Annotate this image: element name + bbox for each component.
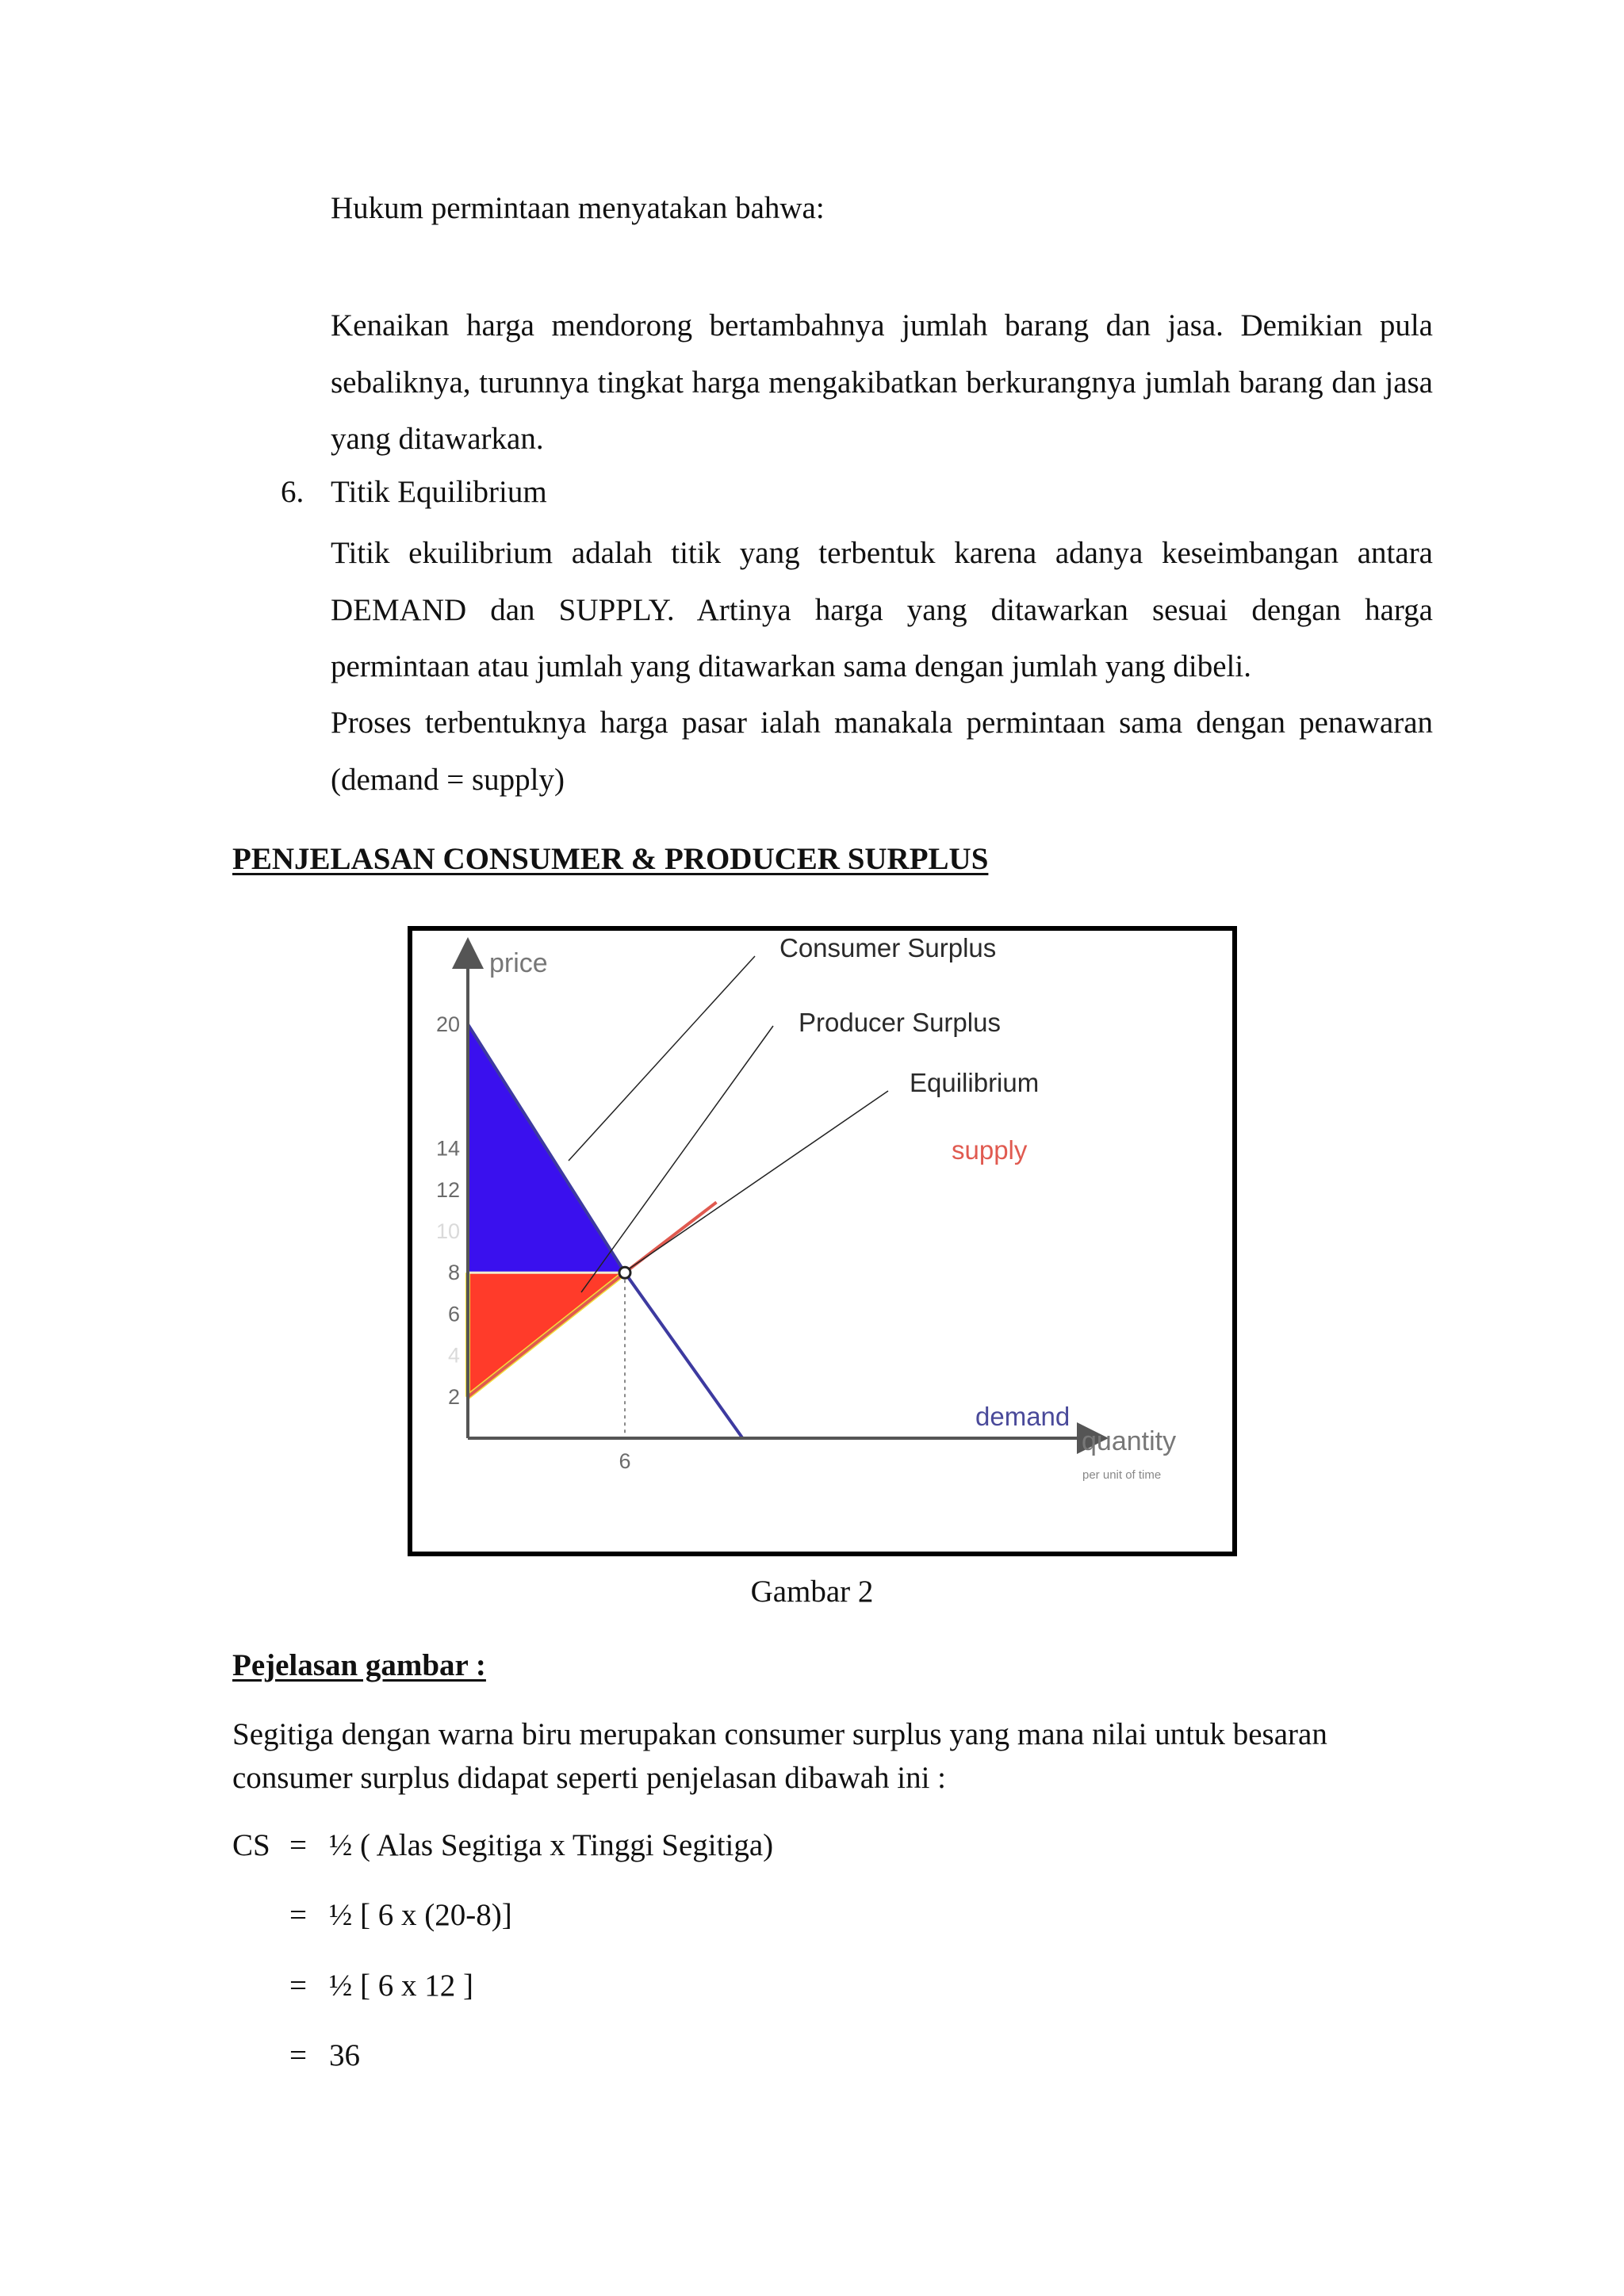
formula-operator: = — [289, 1828, 307, 1862]
demand-label: demand — [975, 1402, 1071, 1431]
y-tick-label: 20 — [435, 1012, 460, 1036]
equilibrium-paragraph: Titik ekuilibrium adalah titik yang terbentuk karena adanya keseimbangan antara DEMAND dan SUPPLY. Artinya harga yang ditawarkan sesuai dengan harga permintaan atau jumlah yang ditawarkan sama dengan jumlah yang dibeli. — [331, 536, 1433, 683]
formula-line: ½ ( Alas Segitiga x Tinggi Segitiga) — [329, 1828, 774, 1862]
surplus-chart — [412, 931, 1232, 1552]
equilibrium-leader — [628, 1091, 888, 1269]
formula-label: CS — [232, 1828, 270, 1862]
formula-operator: = — [289, 1969, 307, 2003]
formula-line: ½ [ 6 x 12 ] — [329, 1969, 473, 2003]
explanation-heading: Pejelasan gambar : — [232, 1648, 486, 1682]
market-paragraph: Proses terbentuknya harga pasar ialah manakala permintaan sama dengan penawaran (demand = supply) — [331, 706, 1433, 797]
price-axis-label: price — [489, 948, 548, 978]
list-number: 6. — [281, 475, 304, 509]
consumer-surplus-label: Consumer Surplus — [779, 933, 997, 962]
consumer-surplus-leader — [569, 956, 755, 1161]
supply-label: supply — [952, 1135, 1028, 1165]
list-title: Titik Equilibrium — [331, 475, 547, 509]
figure-caption: Gambar 2 — [750, 1575, 874, 1609]
formula-operator: = — [289, 1898, 307, 1932]
law-paragraph: Kenaikan harga mendorong bertambahnya jumlah barang dan jasa. Demikian pula sebaliknya, turunnya tingkat harga mengakibatkan berkurangnya jumlah barang dan jasa yang ditawarkan. — [331, 308, 1433, 456]
y-tick-label: 14 — [435, 1136, 460, 1161]
y-tick-label: 10 — [435, 1219, 460, 1243]
y-tick-label: 6 — [447, 1302, 460, 1326]
formula-operator: = — [289, 2038, 307, 2072]
quantity-axis-label: quantity — [1082, 1426, 1177, 1456]
explanation-text: Segitiga dengan warna biru merupakan consumer surplus yang mana nilai untuk besaran consumer surplus didapat seperti penjelasan dibawah ini : — [232, 1717, 1327, 1795]
formula-line: 36 — [329, 2038, 360, 2072]
producer-surplus-leader — [581, 1026, 773, 1292]
surplus-figure — [408, 926, 1237, 1556]
y-tick-label: 4 — [447, 1343, 460, 1368]
y-tick-label: 8 — [447, 1261, 460, 1285]
equilibrium-label: Equilibrium — [910, 1068, 1040, 1097]
section-heading: PENJELASAN CONSUMER & PRODUCER SURPLUS — [232, 842, 989, 876]
producer-surplus-label: Producer Surplus — [799, 1008, 1001, 1037]
y-tick-label: 12 — [435, 1177, 460, 1202]
formula-line: ½ [ 6 x (20-8)] — [329, 1898, 512, 1932]
intro-line: Hukum permintaan menyatakan bahwa: — [331, 191, 825, 225]
quantity-axis-sublabel: per unit of time — [1082, 1468, 1162, 1482]
x-tick-label: 6 — [619, 1449, 631, 1473]
y-tick-label: 2 — [447, 1384, 460, 1409]
